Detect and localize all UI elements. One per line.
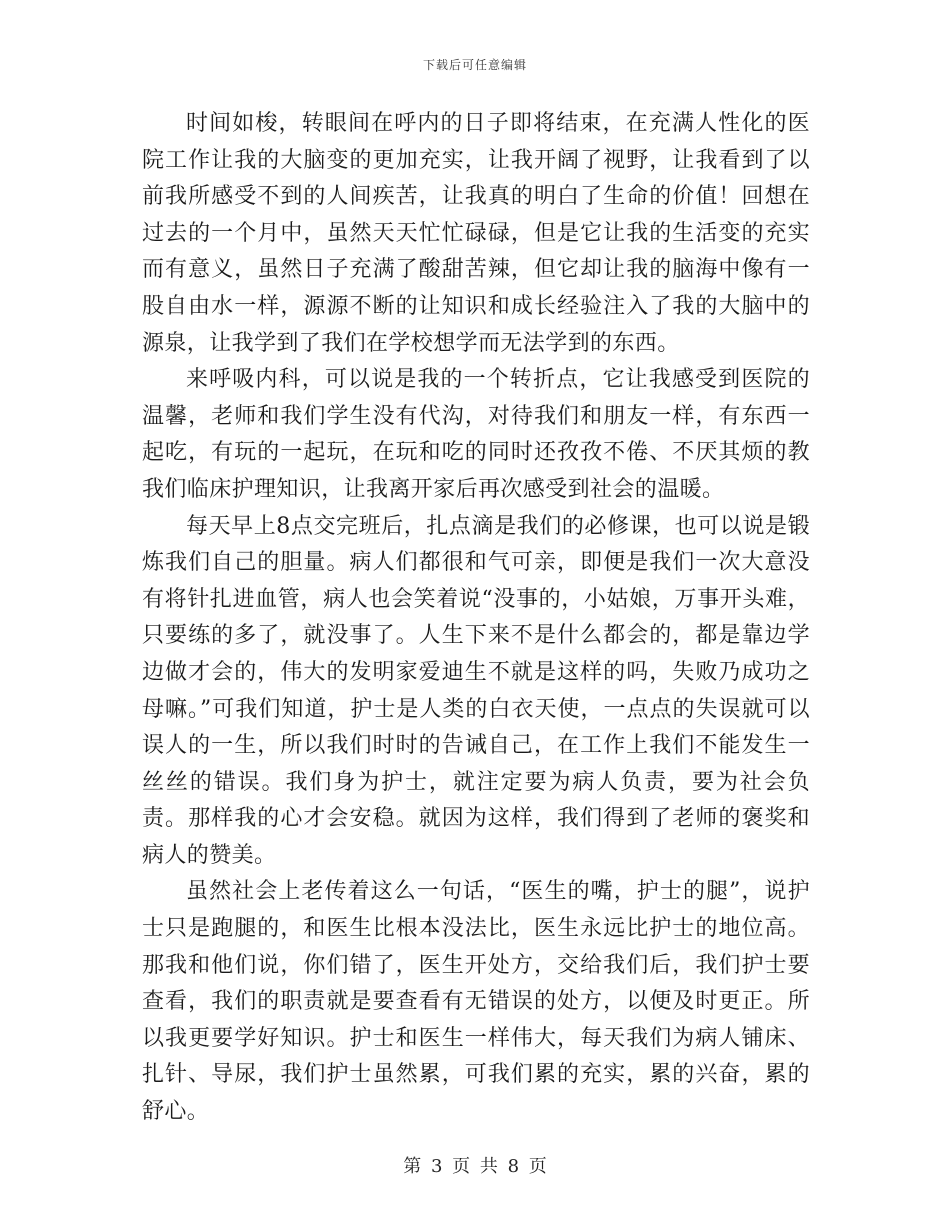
page-header: 下载后可任意编辑 [422, 58, 527, 72]
paragraph-4: 虽然社会上老传着这么一句话，“医生的嘴，护士的腿”，说护士只是跑腿的，和医生比根本没法比，医生永远比护士的地位高。那我和他们说，你们错了，医生开处方，交给我们后，我们护士要查看，我们的职责就是要查看有无错误的处方，以便及时更正。所以我更要学好知识。护士和医生一样伟大，每天我们为病人铺床、扎针、导尿，我们护士虽然累，可我们累的充实，累的兴奋，累的舒心。 [142, 879, 810, 1125]
paragraph-3: 每天早上8点交完班后，扎点滴是我们的必修课，也可以说是锻炼我们自己的胆量。病人们都很和气可亲，即便是我们一次大意没有将针扎进血管，病人也会笑着说“没事的，小姑娘，万事开头难，只要练的多了，就没事了。人生下来不是什么都会的，都是靠边学边做才会的，伟大的发明家爱迪生不就是这样的吗，失败乃成功之母嘛。”可我们知道，护士是人类的白衣天使，一点点的失误就可以误人的一生，所以我们时时的告诫自己，在工作上我们不能发生一丝丝的错误。我们身为护士，就注定要为病人负责，要为社会负责。那样我的心才会安稳。就因为这样，我们得到了老师的褒奖和病人的赞美。 [142, 513, 810, 868]
document-body [142, 106, 810, 1131]
paragraph-1: 时间如梭，转眼间在呼内的日子即将结束，在充满人性化的医院工作让我的大脑变的更加充实，让我开阔了视野，让我看到了以前我所感受不到的人间疾苦，让我真的明白了生命的价值！回想在过去的一个月中，虽然天天忙忙碌碌，但是它让我的生活变的充实而有意义，虽然日子充满了酸甜苦辣，但它却让我的脑海中像有一股自由水一样，源源不断的让知识和成长经验注入了我的大脑中的源泉，让我学到了我们在学校想学而无法学到的东西。 [142, 111, 810, 356]
page-number-footer: 第 3 页 共 8 页 [403, 1156, 547, 1177]
paragraph-2: 来呼吸内科，可以说是我的一个转折点，它让我感受到医院的温馨，老师和我们学生没有代沟，对待我们和朋友一样，有东西一起吃，有玩的一起玩，在玩和吃的同时还孜孜不倦、不厌其烦的教我们临床护理知识，让我离开家后再次感受到社会的温暖。 [142, 367, 810, 502]
